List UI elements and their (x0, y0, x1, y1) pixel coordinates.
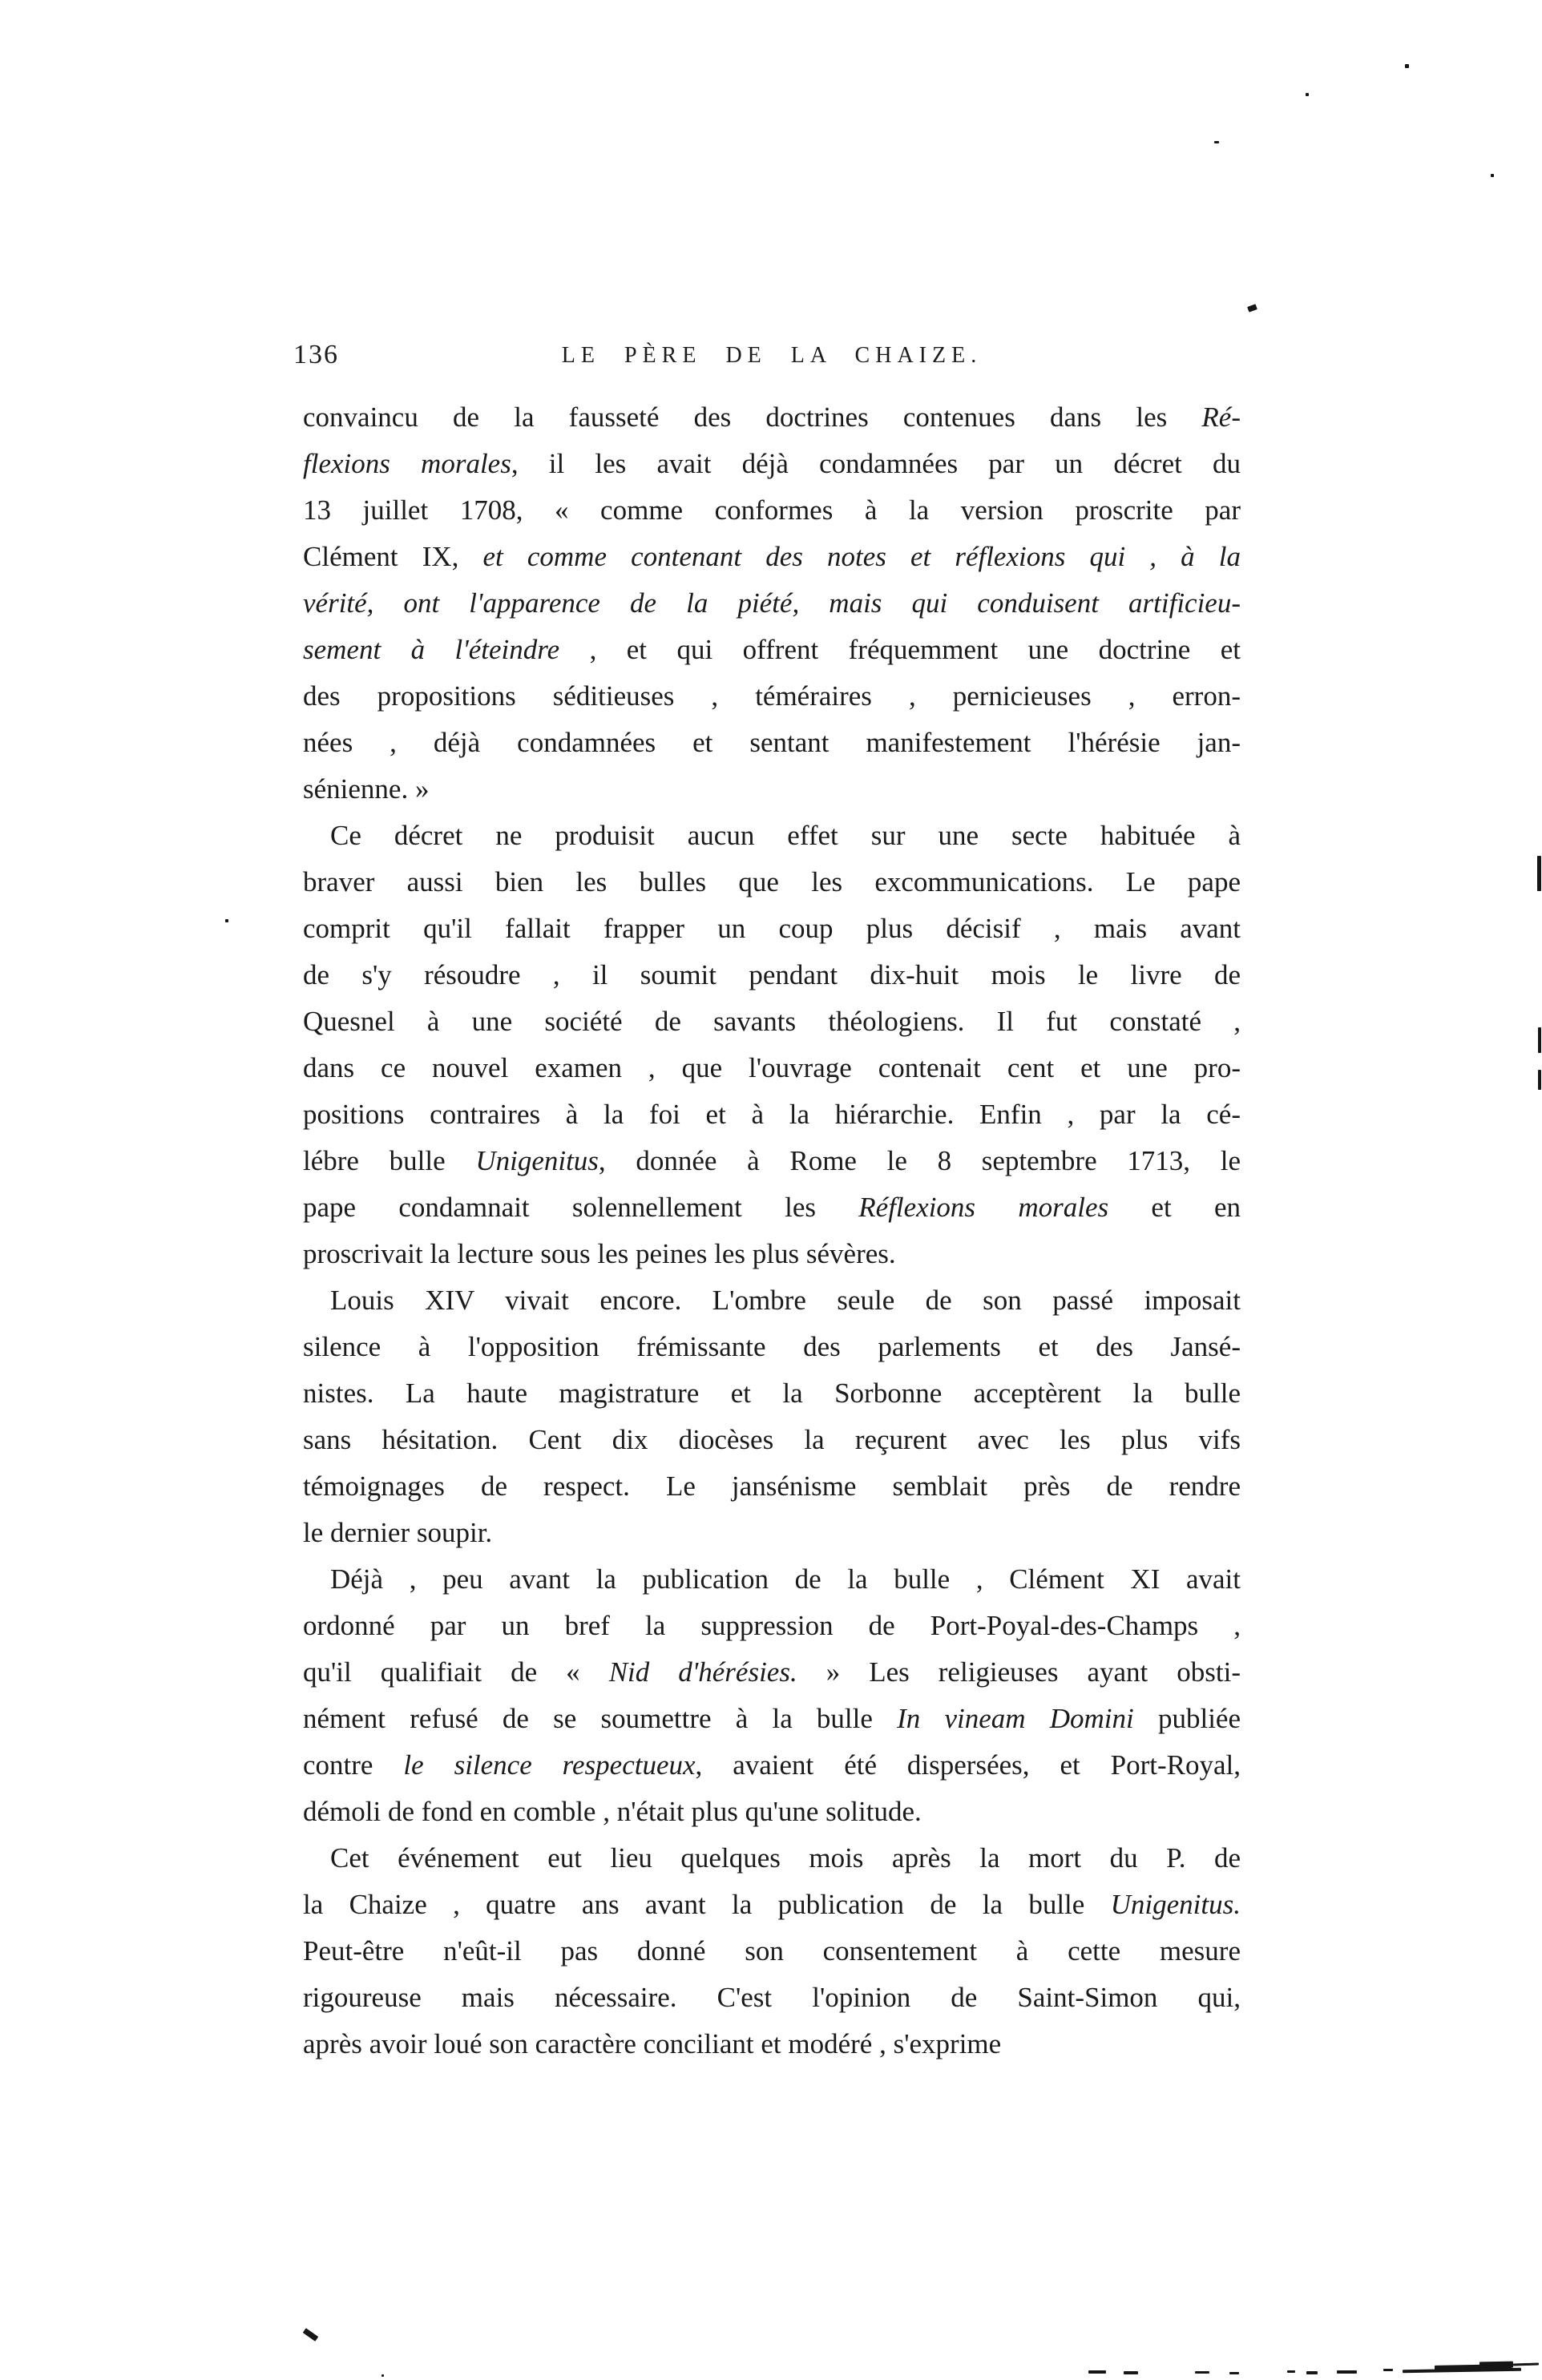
scan-dash (1287, 2370, 1295, 2373)
margin-mark (1538, 1027, 1541, 1053)
text-line (303, 1417, 1241, 1463)
italic-text-segment: le silence respectueux (403, 1749, 696, 1781)
text-line (303, 1138, 1241, 1184)
italic-text-segment: Réflexions morales (858, 1192, 1109, 1223)
text-line (303, 766, 1241, 813)
text-segment: Ce décret ne produisit aucun effet sur une secte habituée à (330, 820, 1241, 851)
text-line (303, 1603, 1241, 1649)
text-line (303, 952, 1241, 998)
text-line (303, 394, 1241, 441)
text-line (303, 1928, 1241, 1975)
ink-mark (303, 2328, 319, 2342)
page-number: 136 (293, 340, 339, 369)
text-line (303, 906, 1241, 952)
text-segment: démoli de fond en comble , n'était plus qu'une solitude. (303, 1796, 922, 1827)
text-line (303, 1184, 1241, 1231)
text-segment: de s'y résoudre , il soumit pendant dix-huit mois le livre de (303, 959, 1241, 990)
scan-streak (1513, 2362, 1539, 2366)
text-line (303, 813, 1241, 859)
text-segment: , donnée à Rome le 8 septembre 1713, le (598, 1145, 1241, 1176)
text-segment: , avaient été dispersées, et Port-Royal, (695, 1749, 1241, 1781)
text-segment: » Les religieuses ayant obsti- (797, 1656, 1241, 1688)
text-segment: témoignages de respect. Le jansénisme semblait près de rendre (303, 1470, 1241, 1502)
text-line (303, 1742, 1241, 1789)
text-line (303, 1649, 1241, 1696)
text-segment: Louis XIV vivait encore. L'ombre seule de son passé imposait (330, 1285, 1241, 1316)
text-segment: pape condamnait solennellement les (303, 1192, 859, 1223)
text-line (303, 859, 1241, 906)
italic-text-segment: Nid d'hérésies. (608, 1656, 797, 1688)
text-segment: proscrivait la lecture sous les peines les plus sévères. (303, 1238, 896, 1269)
scan-dash (1088, 2370, 1106, 2374)
italic-text-segment: sement à l'éteindre (303, 634, 560, 665)
text-line (303, 487, 1241, 534)
italic-text-segment: Unigenitus (475, 1145, 599, 1176)
scan-streak (1479, 2362, 1513, 2369)
italic-text-segment: In vineam Domini (897, 1703, 1134, 1734)
text-line (303, 1463, 1241, 1510)
text-line (303, 720, 1241, 766)
ink-speck (381, 2374, 384, 2377)
text-line (303, 1882, 1241, 1928)
scan-dash (1383, 2369, 1393, 2371)
italic-text-segment: Ré- (1201, 401, 1241, 433)
text-segment: le dernier soupir. (303, 1517, 493, 1548)
ink-speck (225, 919, 228, 922)
text-line (303, 627, 1241, 673)
text-segment: nément refusé de se soumettre à la bulle (303, 1703, 898, 1734)
text-line (303, 1231, 1241, 1277)
text-segment: braver aussi bien les bulles que les excommunications. Le pape (303, 866, 1241, 898)
italic-text-segment: vérité, ont l'apparence de la piété, mais qui conduisent artificieu- (303, 587, 1241, 619)
text-segment: sénienne. » (303, 773, 430, 805)
text-line (303, 1835, 1241, 1882)
scan-dash (1195, 2371, 1209, 2374)
text-line (303, 1045, 1241, 1091)
text-line (303, 998, 1241, 1045)
text-segment: qu'il qualifiait de « (303, 1656, 609, 1688)
text-line (303, 1510, 1241, 1556)
italic-text-segment: et comme contenant des notes et réflexions qui , à la (482, 541, 1241, 572)
text-line (303, 1789, 1241, 1835)
text-line (303, 1975, 1241, 2021)
scan-dash (1306, 2371, 1318, 2374)
text-segment: la Chaize , quatre ans avant la publication de la bulle (303, 1889, 1111, 1920)
text-segment: sans hésitation. Cent dix diocèses la reçurent avec les plus vifs (303, 1424, 1241, 1455)
text-segment: Cet événement eut lieu quelques mois après la mort du P. de (330, 1842, 1241, 1874)
ink-speck (1306, 93, 1309, 96)
text-line (303, 534, 1241, 580)
ink-speck (1214, 141, 1219, 143)
text-segment: Peut-être n'eût-il pas donné son consentement à cette mesure (303, 1935, 1241, 1967)
text-segment: nistes. La haute magistrature et la Sorbonne acceptèrent la bulle (303, 1378, 1241, 1409)
ink-speck (1247, 304, 1257, 312)
italic-text-segment: flexions morales (303, 448, 511, 479)
text-line (303, 1556, 1241, 1603)
text-segment: , et qui offrent fréquemment une doctrine et (559, 634, 1241, 665)
text-segment: Clément IX, (303, 541, 483, 572)
text-segment: convaincu de la fausseté des doctrines contenues dans les (303, 401, 1202, 433)
ink-speck (1491, 174, 1494, 177)
text-line (303, 580, 1241, 627)
text-line (303, 1324, 1241, 1370)
ink-speck (1405, 64, 1409, 68)
text-segment: dans ce nouvel examen , que l'ouvrage contenait cent et une pro- (303, 1052, 1241, 1083)
scan-dash (1124, 2371, 1138, 2374)
text-segment: , il les avait déjà condamnées par un décret du (511, 448, 1241, 479)
text-segment: ordonné par un bref la suppression de Port-Poyal-des-Champs , (303, 1610, 1241, 1641)
margin-mark (1538, 1070, 1541, 1090)
scan-dash (1229, 2372, 1239, 2374)
margin-mark (1537, 856, 1541, 891)
italic-text-segment: Unigenitus. (1110, 1889, 1241, 1920)
text-line (303, 2021, 1241, 2067)
text-line (303, 1091, 1241, 1138)
text-line (303, 1696, 1241, 1742)
text-segment: silence à l'opposition frémissante des parlements et des Jansé- (303, 1331, 1241, 1362)
text-segment: positions contraires à la foi et à la hiérarchie. Enfin , par la cé- (303, 1099, 1241, 1130)
text-line (303, 1277, 1241, 1324)
text-segment: des propositions séditieuses , téméraires , pernicieuses , erron- (303, 680, 1241, 712)
text-segment: et en (1108, 1192, 1241, 1223)
text-segment: après avoir loué son caractère conciliant et modéré , s'exprime (303, 2028, 1002, 2059)
text-segment: Déjà , peu avant la publication de la bulle , Clément XI avait (330, 1563, 1241, 1595)
text-line (303, 1370, 1241, 1417)
scan-dash (1337, 2370, 1357, 2374)
text-line (303, 673, 1241, 720)
text-segment: publiée (1133, 1703, 1241, 1734)
text-segment: contre (303, 1749, 404, 1781)
text-segment: lébre bulle (303, 1145, 476, 1176)
text-segment: nées , déjà condamnées et sentant manifestement l'hérésie jan- (303, 727, 1241, 758)
text-segment: Quesnel à une société de savants théologiens. Il fut constaté , (303, 1006, 1241, 1037)
text-segment: comprit qu'il fallait frapper un coup plus décisif , mais avant (303, 913, 1241, 944)
text-line (303, 441, 1241, 487)
text-segment: rigoureuse mais nécessaire. C'est l'opinion de Saint-Simon qui, (303, 1982, 1241, 2013)
running-title: LE PÈRE DE LA CHAIZE. (561, 343, 983, 368)
page-text (303, 394, 1241, 2067)
text-segment: 13 juillet 1708, « comme conformes à la version proscrite par (303, 494, 1241, 526)
